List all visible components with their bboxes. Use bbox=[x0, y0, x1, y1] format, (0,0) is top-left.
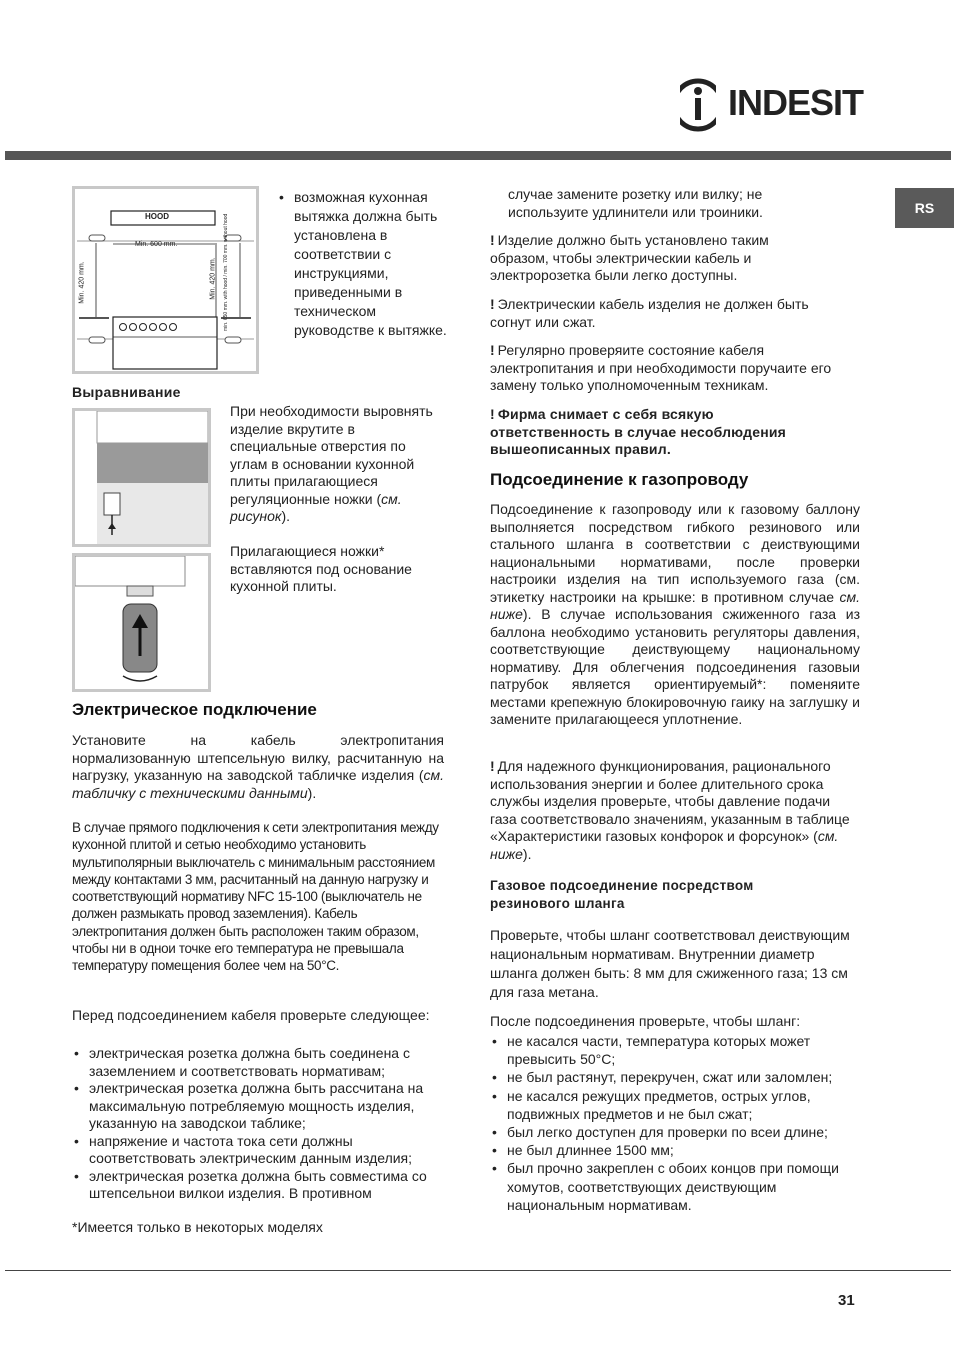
hose-paragraph-2: После подсоединения проверьте, чтобы шланг: bbox=[490, 1013, 801, 1029]
gas-heading: Подсоединение к газопроводу bbox=[490, 470, 749, 489]
brand-logo-icon bbox=[670, 76, 726, 134]
gas-pressure-note: ! Для надежного функционирования, рационального использования энергии и более длительного срока службы изделия проверьте, чтобы давление подачи газа соответствовало значениям, указанным в таблице «Характеристики газовых конфорок и форсунок» (см. ниже). bbox=[490, 758, 850, 862]
header-bar bbox=[5, 151, 951, 160]
list-item: • электрическая розетка должна быть совместима со штепсельнои вилкои изделия. В противном bbox=[72, 1168, 444, 1203]
hood-installation-figure bbox=[72, 186, 259, 374]
warning-icon: ! bbox=[490, 342, 495, 358]
hood-note-list bbox=[277, 188, 447, 340]
warning-icon: ! bbox=[490, 232, 495, 248]
list-item: • был легко доступен для проверки по всеи длине; bbox=[490, 1123, 862, 1141]
hose-heading: Газовое подсоединение посредством резинового шланга bbox=[490, 878, 754, 911]
list-item: • не был растянут, перекручен, сжат или заломлен; bbox=[490, 1068, 862, 1086]
min-600-label: Min. 600 mm. bbox=[135, 241, 178, 248]
gas-paragraph-1: Подсоединение к газопроводу или к газовому баллону выполняется посредством гибкого резинового или стального шланга в соответствии с деиствующими национальными нормативами, после проверки настроики изделия на тип используемого газа (см. этикетку настроики на крышке: в противном случае см. ниже). В случае использования сжиженного газа из баллона необходимо установить регуляторы давления, соответствующие деиствующему национальному нормативу. Для облегчения подсоединения газовыи патрубок является ориентируемый*: поменяите местами крепежную блокировочную гаику на заглушку и замените прилагающееся уплотнение. bbox=[490, 501, 860, 727]
footer-rule bbox=[5, 1270, 951, 1271]
leveling-paragraph-2: Прилагающиеся ножки* вставляются под основание кухонной плиты. bbox=[230, 543, 412, 594]
page-number: 31 bbox=[838, 1292, 855, 1309]
electric-checklist bbox=[72, 1045, 444, 1203]
brand-name: INDESIT bbox=[728, 82, 864, 123]
list-item: • не был длиннее 1500 мм; bbox=[490, 1141, 862, 1159]
list-item: • электрическая розетка должна быть соединена с заземлением и соответствовать нормативам; bbox=[72, 1045, 444, 1080]
brand-logo bbox=[670, 76, 870, 134]
hood-note-item: • возможная кухонная вытяжка должна быть установлена в соответствии с инструкциями, приведенными в техническом руководстве к вытяжке. bbox=[277, 188, 447, 340]
hood-label: HOOD bbox=[145, 212, 169, 221]
min-420-right-label: Min. 420 mm. bbox=[209, 257, 217, 300]
hose-checklist bbox=[490, 1032, 862, 1214]
leveling-figure-bottom bbox=[72, 553, 211, 692]
min-420-left-label: Min. 420 mm. bbox=[78, 261, 86, 304]
min-650-700-label: min. 650 mm. with hood / min. 700 mm. without hood bbox=[223, 213, 229, 331]
list-item: • был прочно закреплен с обоих концов при помощи хомутов, соответствующих деиствующим национальным нормативам. bbox=[490, 1159, 862, 1214]
electric-paragraph-1: Установите на кабель электропитания нормализованную штепсельную вилку, расчитанную на нагрузку, указанную на заводской табличке изделия (см. табличку с техническими данными). bbox=[72, 732, 444, 801]
leveling-heading: Выравнивание bbox=[72, 384, 181, 400]
electric-paragraph-2: В случае прямого подключения к сети электропитания между кухонной плитой и сетью необходимо установить мультиполярныи выключатель с минимальным расстоянием между контактами 3 мм, расчитанный на данную нагрузку и соответствующий нормативу NFC 15-100 (выключатель не должен размыкать провод заземления). Кабель электропитания должен быть расположен таким образом, чтобы ни в однои точке его температура не превышала температуру помещения более чем на 50°C. bbox=[72, 820, 439, 974]
language-tab[interactable] bbox=[895, 188, 954, 228]
warning-icon: ! bbox=[490, 296, 495, 312]
warning-note-3: ! Регулярно проверяите состояние кабеля электропитания и при необходимости поручаите его замену только уполномоченным техникам. bbox=[490, 342, 832, 393]
list-item: • напряжение и частота тока сети должны соответствовать электрическим данным изделия; bbox=[72, 1133, 444, 1168]
warning-note-2: ! Электрическии кабель изделия не должен быть согнут или сжат. bbox=[490, 296, 809, 330]
list-item: • не касался режущих предметов, острых углов, подвижных предметов и не был сжат; bbox=[490, 1087, 862, 1123]
electric-heading: Электрическое подключение bbox=[72, 700, 317, 719]
leveling-diagram-top bbox=[75, 411, 208, 544]
liability-note: ! Фирма снимает с себя всякую ответственность в случае несоблюдения вышеописанных правил. bbox=[490, 406, 787, 457]
leveling-figure-top bbox=[72, 408, 211, 547]
warning-note-1: ! Изделие должно быть установлено таким образом, чтобы электрическии кабель и электророзетка были легко доступны. bbox=[490, 232, 769, 283]
hose-paragraph-1: Проверьте, чтобы шланг соответствовал деиствующим национальным нормативам. Внутреннии диаметр шланга должен быть: 8 мм для сжиженного газа; 13 см для газа метана. bbox=[490, 927, 850, 1000]
leveling-diagram-bottom bbox=[75, 556, 208, 689]
list-item: • не касался части, температура которых может превысить 50°C; bbox=[490, 1032, 862, 1068]
list-item: • электрическая розетка должна быть рассчитана на максимальную потребляемую мощность изделия, указанную на заводскои таблике; bbox=[72, 1080, 444, 1133]
electric-continuation: случае замените розетку или вилку; не используите удлинители или троиники. bbox=[508, 186, 763, 220]
footnote: *Имеется только в некоторых моделях bbox=[72, 1219, 323, 1235]
leveling-paragraph-1: При необходимости выровнять изделие вкрутите в специальные отверстия по углам в основании кухонной плиты прилагающиеся регуляционные ножки (см. рисунок). bbox=[230, 403, 433, 524]
electric-paragraph-3: Перед подсоединением кабеля проверьте следующее: bbox=[72, 1007, 430, 1023]
language-tab-label: RS bbox=[914, 200, 935, 216]
warning-icon: ! bbox=[490, 406, 495, 422]
warning-icon: ! bbox=[490, 758, 495, 774]
